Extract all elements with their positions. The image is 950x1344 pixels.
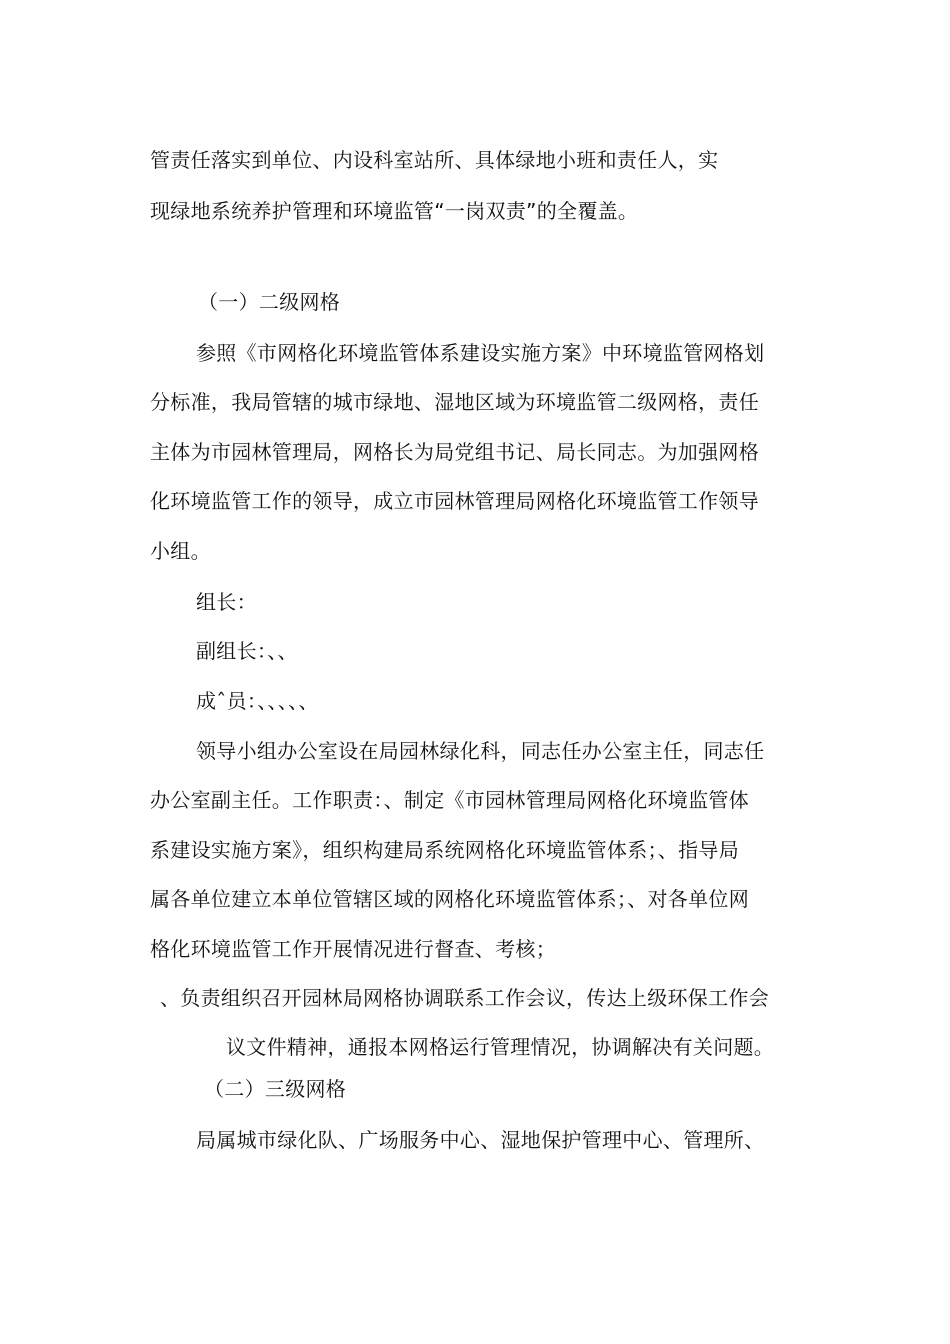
paragraph-line: 管责任落实到单位、内设科室站所、具体绿地小班和责任人，实 <box>150 148 719 172</box>
paragraph-line: 系建设实施方案》，组织构建局系统网格化环境监管体系；、指导局 <box>150 838 739 862</box>
paragraph-line: 小组。 <box>150 539 211 563</box>
paragraph-line: 现绿地系统养护管理和环境监管“一岗双责”的全覆盖。 <box>150 199 639 223</box>
paragraph-line: 属各单位建立本单位管辖区域的网格化环境监管体系；、对各单位网 <box>150 887 749 911</box>
paragraph-line: 主体为市园林管理局，网格长为局党组书记、局长同志。为加强网格 <box>150 440 759 464</box>
paragraph-line: 议文件精神，通报本网格运行管理情况，协调解决有关问题。 <box>226 1035 775 1059</box>
members-line: 成ˆ员：、、、、、 <box>196 689 319 713</box>
paragraph-line: 领导小组办公室设在局园林绿化科，同志任办公室主任，同志任 <box>196 739 765 763</box>
paragraph-line: 局属城市绿化队、广场服务中心、湿地保护管理中心、管理所、 <box>196 1128 765 1152</box>
paragraph-line: 参照《市网格化环境监管体系建设实施方案》中环境监管网格划 <box>196 341 765 365</box>
paragraph-line: 办公室副主任。工作职责：、制定《市园林管理局网格化环境监管体 <box>150 788 749 812</box>
section-heading: （二）三级网格 <box>204 1077 347 1101</box>
paragraph-line: 、负责组织召开园林局网格协调联系工作会议，传达上级环保工作会 <box>160 986 769 1010</box>
section-heading: （一）二级网格 <box>198 290 341 314</box>
paragraph-line: 化环境监管工作的领导，成立市园林管理局网格化环境监管工作领导 <box>150 489 759 513</box>
paragraph-line: 格化环境监管工作开展情况进行督查、考核； <box>150 937 556 961</box>
group-leader-line: 组长： <box>196 590 257 614</box>
deputy-leader-line: 副组长：、、 <box>196 639 298 663</box>
paragraph-line: 分标准，我局管辖的城市绿地、湿地区域为环境监管二级网格，责任 <box>150 390 759 414</box>
